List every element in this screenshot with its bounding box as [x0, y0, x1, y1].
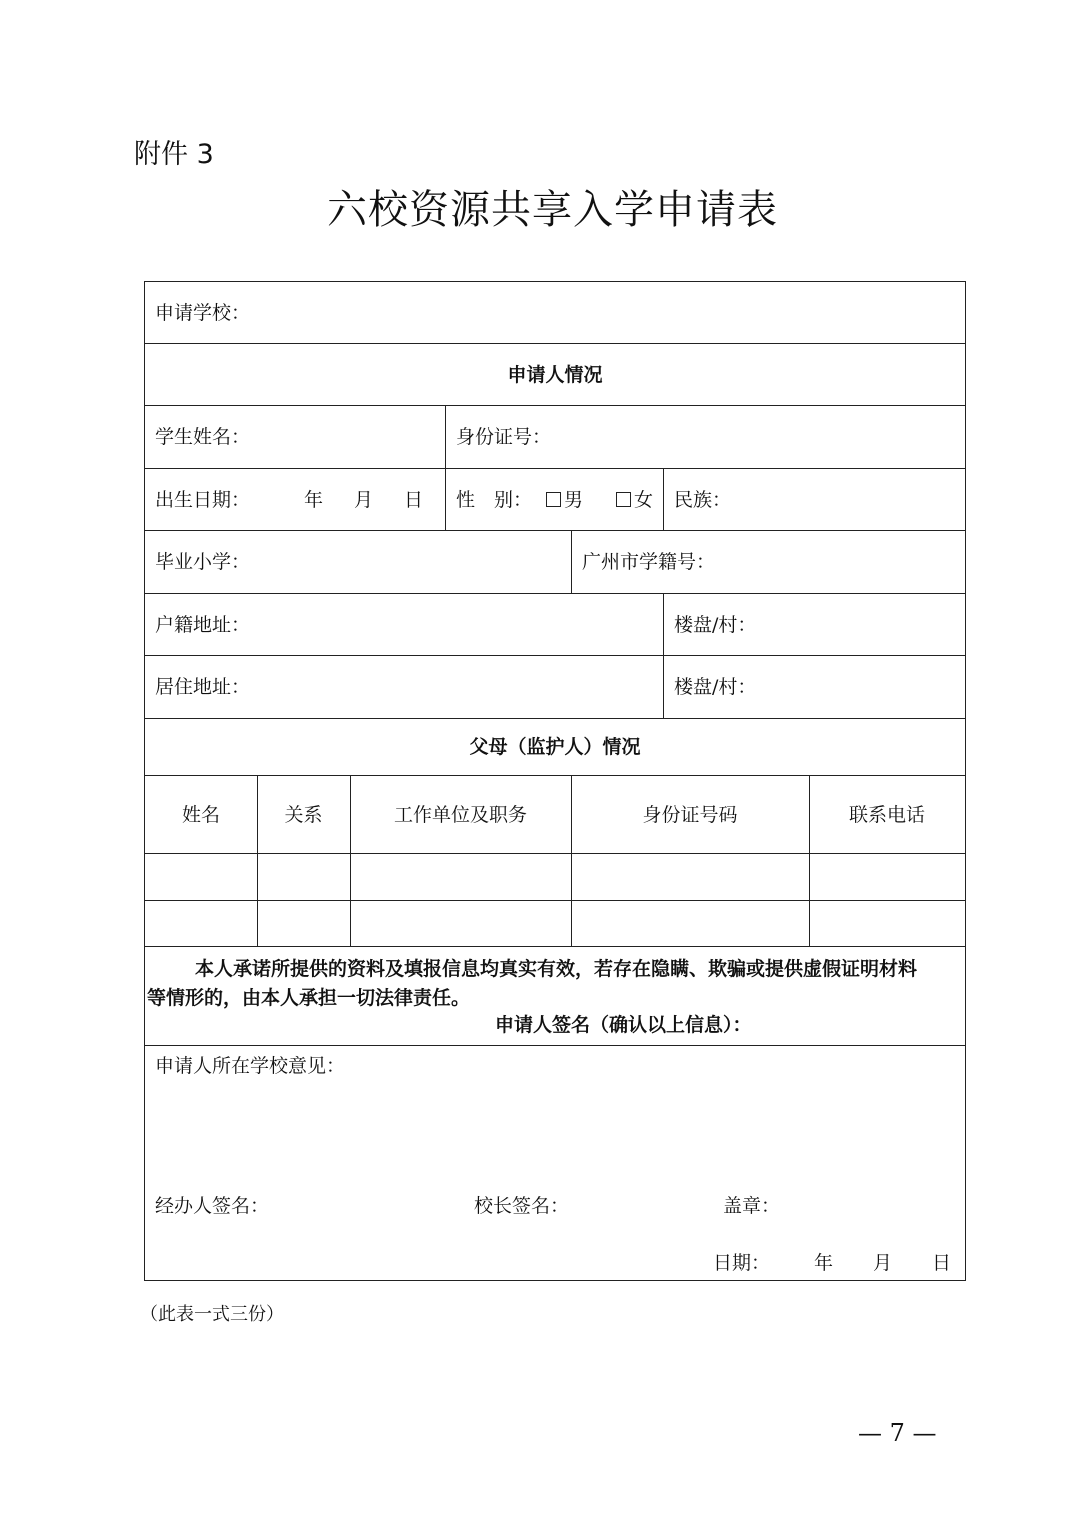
- page-title: 六校资源共享入学申请表: [327, 187, 778, 233]
- date-label: 日期：: [713, 1252, 771, 1274]
- hukou-address-label: 户籍地址：: [155, 614, 251, 636]
- application-form: [144, 281, 966, 1281]
- gender-female-option[interactable]: [616, 491, 653, 510]
- principal-signature-label: 校长签名：: [474, 1195, 570, 1217]
- pledge-line-1: 本人承诺所提供的资料及填报信息均真实有效，若存在隐瞒、欺骗或提供虚假证明材料: [195, 958, 918, 980]
- id-number-label: 身份证号：: [456, 426, 552, 448]
- parents-section-heading: 父母（监护人）情况: [469, 736, 641, 758]
- gz-student-no-label: 广州市学籍号：: [582, 551, 716, 573]
- column-header-name: 姓名: [181, 804, 220, 826]
- attachment-label: 附件 3: [134, 139, 214, 170]
- school-opinion-label: 申请人所在学校意见：: [155, 1055, 346, 1077]
- residence-building-label: 楼盘/村：: [674, 676, 757, 698]
- checkbox-icon: [616, 492, 631, 507]
- female-label: 女: [634, 489, 654, 511]
- date-month-label: 月: [873, 1252, 893, 1274]
- male-label: 男: [564, 489, 584, 511]
- page-number: — 7 —: [858, 1419, 937, 1447]
- column-header-employer: 工作单位及职务: [393, 804, 527, 826]
- ethnicity-label: 民族：: [674, 489, 732, 511]
- hukou-building-label: 楼盘/村：: [674, 614, 757, 636]
- apply-school-label: 申请学校：: [155, 302, 251, 324]
- gender-male-option[interactable]: [546, 491, 583, 510]
- applicant-signature-label: 申请人签名（确认以上信息）：: [495, 1014, 752, 1036]
- date-day-label: 日: [932, 1252, 952, 1274]
- column-header-id-number: 身份证号码: [642, 804, 738, 826]
- gender-label: 性 别：: [456, 489, 533, 511]
- residence-address-label: 居住地址：: [155, 676, 251, 698]
- column-header-relation: 关系: [284, 804, 323, 826]
- column-header-phone: 联系电话: [848, 804, 925, 826]
- copies-footnote: （此表一式三份）: [140, 1304, 284, 1325]
- checkbox-icon: [546, 492, 561, 507]
- birth-day-label: 日: [404, 489, 424, 511]
- date-year-label: 年: [814, 1252, 834, 1274]
- handler-signature-label: 经办人签名：: [155, 1195, 270, 1217]
- pledge-line-2: 等情形的，由本人承担一切法律责任。: [147, 987, 471, 1009]
- applicant-section-heading: 申请人情况: [507, 364, 603, 386]
- birth-month-label: 月: [354, 489, 374, 511]
- birth-year-label: 年: [304, 489, 324, 511]
- student-name-label: 学生姓名：: [155, 426, 251, 448]
- birth-date-label: 出生日期：: [155, 489, 251, 511]
- primary-school-label: 毕业小学：: [155, 551, 251, 573]
- seal-label: 盖章：: [723, 1195, 781, 1217]
